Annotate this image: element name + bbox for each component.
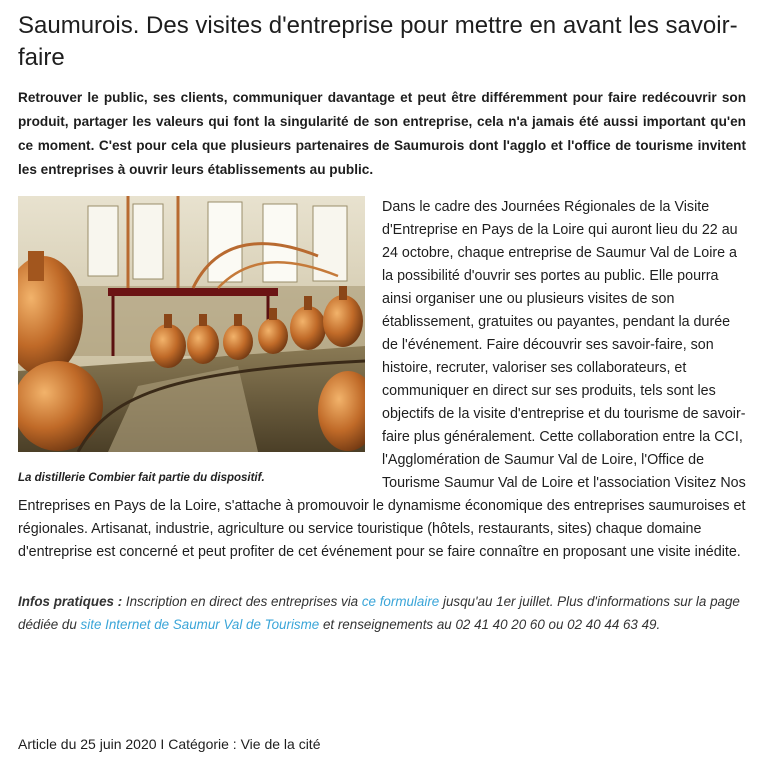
article-lead: Retrouver le public, ses clients, communiquer davantage et peut être différemment pour faire redécouvrir son produit, partager les valeurs qui font la singularité de son entreprise, cela n'a jamais été aussi important qu'en ce moment. C'est pour cela que plusieurs partenaires de Saumurois dont l'agglo et l'office de tourisme invitent les entreprises à ouvrir leurs établissements au public. xyxy=(18,90,746,177)
article xyxy=(18,10,746,636)
article-meta: Article du 25 juin 2020 I Catégorie : Vie de la cité xyxy=(18,736,321,752)
practical-info-text-2: jusqu'au 1er juillet. Plus d'informations sur la page dédiée du xyxy=(18,594,740,632)
practical-info-label: Infos pratiques : xyxy=(18,594,123,609)
distillery-photo xyxy=(18,196,365,452)
registration-form-link[interactable]: ce formulaire xyxy=(361,594,440,609)
practical-info-text-1: Inscription en direct des entreprises via xyxy=(122,594,362,609)
photo-figure xyxy=(18,196,368,484)
photo-caption: La distillerie Combier fait partie du dispositif. xyxy=(18,472,265,484)
article-body: Dans le cadre des Journées Régionales de la Visite d'Entreprise en Pays de la Loire qui auront lieu du 22 au 24 octobre, chaque entreprise de Saumur Val de Loire a la possibilité d'ouvrir ses portes au public. Elle pourra ainsi organiser une ou plusieurs visites de son établissement, gratuites ou payantes, pendant la durée de l'événement. Faire découvrir ses savoir-faire, son histoire, recruter, valoriser ses collaborateurs, et communiquer en direct sur ses produits, tels sont les objectifs de la visite d'entreprise et du tourisme de savoir-faire plus généralement. Cette collaboration entre la CCI, l'Agglomération de Saumur Val de Loire, l'Office de Tourisme Saumur Val de Loire et l'association Visitez Nos Entreprises en Pays de la Loire, s'attache à promouvoir le dynamisme économique des entreprises saumuroises et régionales. Artisanat, industrie, agriculture ou service touristique (hôtels, restaurants, sites) chaque domaine d'entreprise est concerné et peut profiter de cet événement pour se faire connaître en proposant une visite inédite. xyxy=(18,199,746,560)
article-title: Saumurois. Des visites d'entreprise pour mettre en avant les savoir-faire xyxy=(18,12,738,71)
practical-info-text-3: et renseignements au 02 41 40 20 60 ou 02 40 44 63 49. xyxy=(319,617,661,632)
practical-info xyxy=(18,590,746,636)
tourism-website-link[interactable]: site Internet de Saumur Val de Tourisme xyxy=(80,617,320,632)
